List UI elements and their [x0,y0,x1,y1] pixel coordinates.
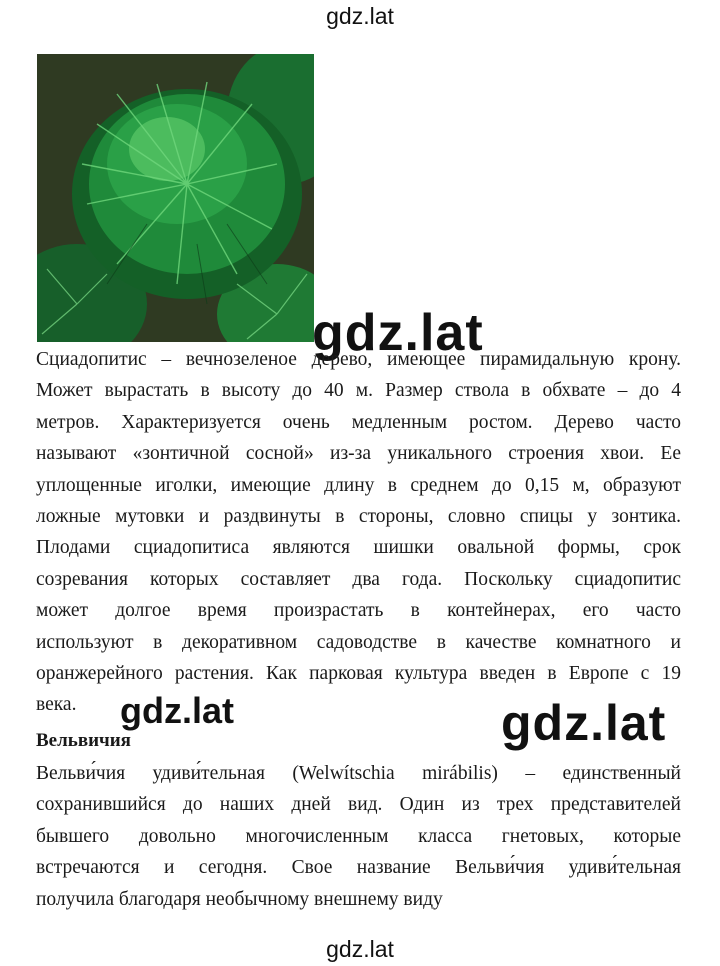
watermark-mid-left: gdz.lat [120,690,234,731]
paragraph-line: получила благодаря необычному внешнему виду [36,888,443,910]
paragraph-line: используют в декоративном садоводстве в качестве комнатного и [36,631,681,653]
paragraph-sciadopitys [36,344,681,721]
paragraph-line: Вельви́чия удиви́тельная (Welwítschia mirábilis) – единственный [36,763,681,784]
paragraph-line: ложные мутовки и раздвинуты в стороны, словно спицы у зонтика. [36,505,681,527]
paragraph-line: может долгое время произрастать в контейнерах, его часто [36,600,681,622]
paragraph-line: оранжерейного растения. Как парковая культура введен в Европе с 19 [36,662,681,684]
paragraph-line: века. [36,694,77,716]
paragraph-line: созревания которых составляет два года. Поскольку сциадопитис [36,568,681,590]
paragraph-line: Может вырастать в высоту до 40 м. Размер ствола в обхвате – до 4 [36,380,681,402]
section-heading: Вельвичия [36,730,131,751]
paragraph-welwitschia [36,758,681,915]
paragraph-line: встречаются и сегодня. Свое название Вельви́чия удиви́тельная [36,857,681,879]
paragraph-line: называют «зонтичной сосной» из-за уникального строения хвои. Ее [36,443,681,465]
conifer-photo-graphic [37,54,314,342]
paragraph-line: Плодами сциадопитиса являются шишки овальной формы, срок [36,537,681,559]
paragraph-line: метров. Характеризуется очень медленным ростом. Дерево часто [36,411,681,433]
watermark-image-overlay: gdz.lat [312,304,484,362]
watermark-top: gdz.lat [326,3,394,29]
paragraph-line: сохранившийся до наших дней вид. Один из трех представителей [36,794,681,816]
paragraph-line: уплощенные иголки, имеющие длину в среднем до 0,15 м, образуют [36,474,681,496]
watermark-bottom: gdz.lat [326,936,394,962]
conifer-photo [37,54,314,342]
paragraph-line: Сциадопитис – вечнозеленое дерево, имеющее пирамидальную крону. [36,349,681,370]
watermark-mid-right: gdz.lat [501,695,667,751]
paragraph-line: бывшего довольно многочисленным класса гнетовых, которые [36,825,681,847]
